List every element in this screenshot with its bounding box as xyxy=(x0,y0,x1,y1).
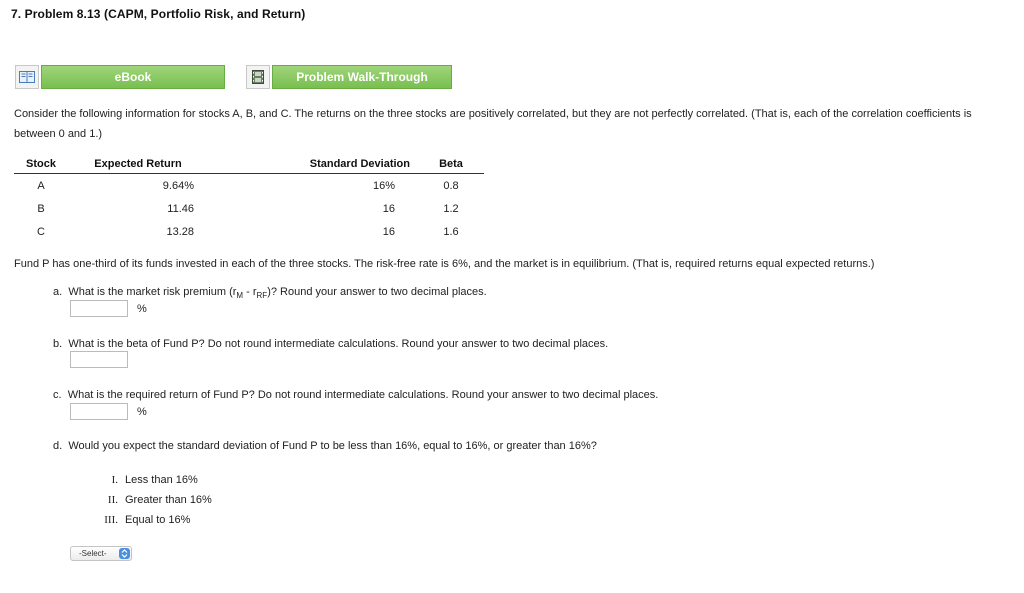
option-label: Less than 16% xyxy=(125,474,198,486)
answer-c-input[interactable] xyxy=(70,403,128,420)
cell-stock: C xyxy=(37,225,45,238)
option-label: Equal to 16% xyxy=(125,514,191,526)
cell-beta: 1.6 xyxy=(443,225,459,238)
cell-expected-return: 11.46 xyxy=(167,202,194,215)
question-a xyxy=(53,286,487,300)
question-c-text: What is the required return of Fund P? Do not round intermediate calculations. Round your answer to two decimal places. xyxy=(67,389,659,401)
answer-b-row xyxy=(70,351,128,368)
cell-expected-return: 13.28 xyxy=(166,225,194,238)
answer-d-select[interactable] xyxy=(70,546,132,561)
stocks-table xyxy=(14,155,484,243)
header-beta: Beta xyxy=(418,155,484,174)
table-row xyxy=(14,174,484,198)
fund-description: Fund P has one-third of its funds invested in each of the three stocks. The risk-free rate is 6%, and the market is in equilibrium. (That is, required returns equal expected returns.) xyxy=(14,258,875,270)
table-row xyxy=(14,220,484,243)
answer-a-input[interactable] xyxy=(70,300,128,317)
subscript-rf: RF xyxy=(256,291,268,301)
subscript-m: M xyxy=(236,291,244,301)
answer-b-input[interactable] xyxy=(70,351,128,368)
select-value: -Select- xyxy=(79,549,107,558)
question-a-text-2: )? Round your answer to two decimal places. xyxy=(267,286,487,298)
table-row xyxy=(14,197,484,220)
answer-c-row xyxy=(70,403,147,420)
question-d-text: Would you expect the standard deviation of Fund P to be less than 16%, equal to 16%, or greater than 16%? xyxy=(68,440,597,452)
question-a-dash: - r xyxy=(243,286,257,298)
updown-chevron-icon[interactable] xyxy=(119,548,130,559)
walkthrough-button-group[interactable] xyxy=(246,65,452,89)
walkthrough-button[interactable]: Problem Walk-Through xyxy=(272,65,452,89)
question-letter: c. xyxy=(53,389,62,401)
question-letter: a. xyxy=(53,286,63,298)
option-number: I. xyxy=(111,474,118,486)
page-title: 7. Problem 8.13 (CAPM, Portfolio Risk, and Return) xyxy=(11,7,306,21)
intro-text: Consider the following information for stocks A, B, and C. The returns on the three stocks are positively correlated, but they are not perfectly correlated. (That is, each of the correlation coefficients is between 0 and 1.) xyxy=(14,108,972,140)
table-header-row xyxy=(14,155,484,174)
cell-stock: B xyxy=(37,202,45,215)
cell-beta: 1.2 xyxy=(443,202,459,215)
answer-c-unit: % xyxy=(137,405,147,418)
question-c xyxy=(53,389,658,401)
option-label: Greater than 16% xyxy=(125,494,212,506)
header-stock: Stock xyxy=(14,155,68,174)
list-item xyxy=(100,493,212,513)
question-letter: d. xyxy=(53,440,63,452)
ebook-button[interactable]: eBook xyxy=(41,65,225,89)
book-icon[interactable] xyxy=(15,65,39,89)
ebook-button-group[interactable] xyxy=(15,65,225,89)
header-expected-return: Expected Return xyxy=(68,155,208,174)
cell-std-dev: 16 xyxy=(382,225,395,238)
answer-a-row xyxy=(70,300,147,317)
option-number: III. xyxy=(104,514,118,526)
list-item xyxy=(100,513,212,533)
question-d xyxy=(53,440,597,452)
question-b-text: What is the beta of Fund P? Do not round intermediate calculations. Round your answer to two decimal places. xyxy=(68,338,609,350)
question-letter: b. xyxy=(53,338,63,350)
options-list xyxy=(100,473,212,533)
cell-stock: A xyxy=(37,179,45,192)
answer-a-unit: % xyxy=(137,302,147,315)
question-a-text-1: What is the market risk premium (r xyxy=(68,286,237,298)
header-std-dev: Standard Deviation xyxy=(208,155,418,174)
cell-expected-return: 9.64% xyxy=(162,179,194,192)
list-item xyxy=(100,473,212,493)
option-number: II. xyxy=(107,494,118,506)
cell-std-dev: 16% xyxy=(372,179,395,192)
film-icon[interactable] xyxy=(246,65,270,89)
cell-beta: 0.8 xyxy=(443,179,459,192)
cell-std-dev: 16 xyxy=(382,202,395,215)
question-b xyxy=(53,338,608,350)
